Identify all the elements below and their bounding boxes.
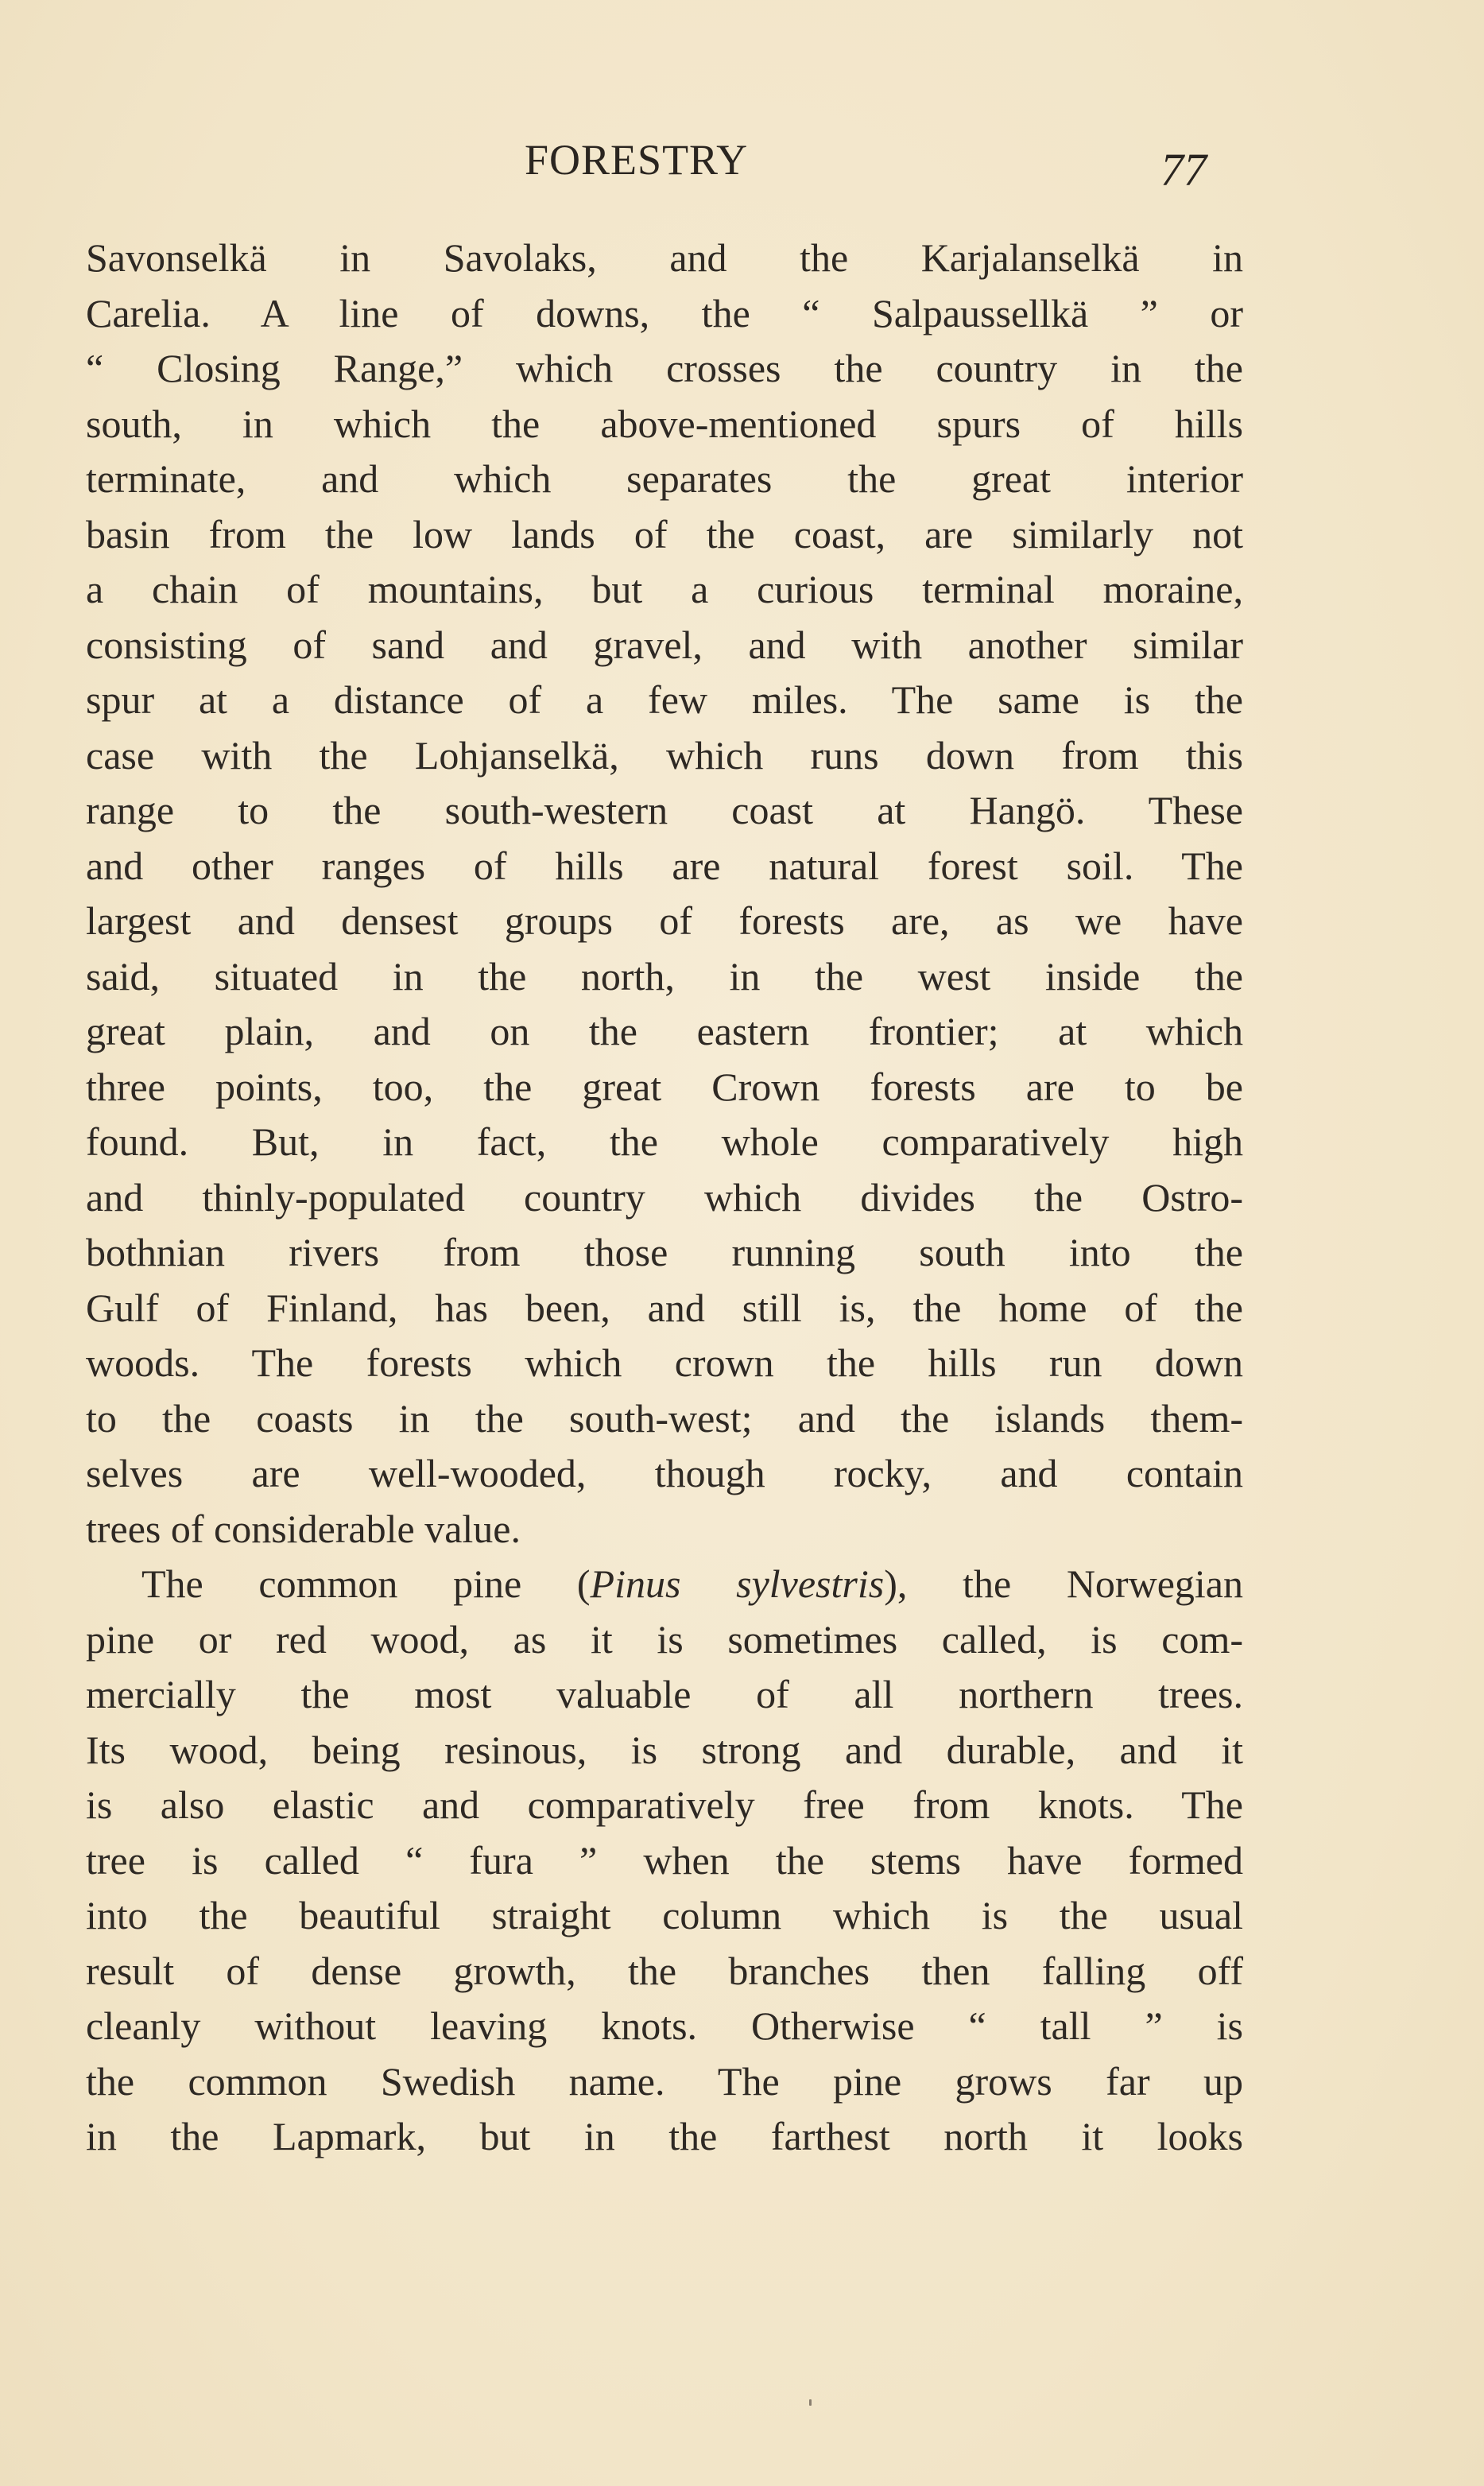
text-line: found. But, in fact, the whole comparatively high — [86, 1119, 1243, 1164]
text-line: the common Swedish name. The pine grows far up — [86, 2058, 1243, 2104]
text-line: Savonselkä in Savolaks, and the Karjalanselkä in — [86, 235, 1243, 280]
text-line: a chain of mountains, but a curious terminal moraine, — [86, 567, 1243, 611]
italic-species-name: Pinus sylvestris — [590, 1561, 885, 1606]
text-line: range to the south-western coast at Hangö. These — [86, 788, 1243, 832]
text-line: selves are well-wooded, though rocky, and contain — [86, 1451, 1243, 1495]
text-line: Carelia. A line of downs, the “ Salpaussellkä ” or — [86, 290, 1243, 335]
text-line: tree is called “ fura ” when the stems have formed — [86, 1837, 1243, 1883]
text-line: south, in which the above-mentioned spurs of hills — [86, 401, 1243, 446]
text-line: Gulf of Finland, has been, and still is, the home of the — [86, 1285, 1243, 1330]
text-line: and thinly-populated country which divides the Ostro- — [86, 1174, 1243, 1220]
text-line: spur at a distance of a few miles. The same is the — [86, 677, 1243, 722]
running-title: FORESTRY — [525, 136, 749, 184]
text-line: result of dense growth, the branches then falling off — [86, 1948, 1243, 1993]
page-number: 77 — [1160, 144, 1207, 196]
text-line: mercially the most valuable of all northern trees. — [86, 1672, 1243, 1716]
text-line: bothnian rivers from those running south into the — [86, 1230, 1243, 1274]
text-line: trees of considerable value. — [86, 1506, 521, 1551]
text-line: is also elastic and comparatively free from knots. The — [86, 1782, 1243, 1827]
body-text — [86, 231, 1243, 2165]
text-line: woods. The forests which crown the hills run down — [86, 1340, 1243, 1385]
text-line: “ Closing Range,” which crosses the country in the — [86, 346, 1243, 390]
text-line: in the Lapmark, but in the farthest north it looks — [86, 2114, 1243, 2158]
text-line: to the coasts in the south-west; and the islands them- — [86, 1395, 1243, 1441]
text-line: cleanly without leaving knots. Otherwise “ tall ” is — [86, 2003, 1243, 2048]
text-line: and other ranges of hills are natural forest soil. The — [86, 843, 1243, 888]
text-line: Its wood, being resinous, is strong and durable, and it — [86, 1727, 1243, 1772]
text-line: basin from the low lands of the coast, are similarly not — [86, 511, 1243, 557]
text-line: into the beautiful straight column which is the usual — [86, 1893, 1243, 1937]
text-line: said, situated in the north, in the west inside the — [86, 953, 1243, 999]
text-line: consisting of sand and gravel, and with another similar — [86, 622, 1243, 667]
text-line: terminate, and which separates the great interior — [86, 456, 1243, 501]
paragraph — [86, 1557, 1243, 2165]
text-run: ), the Norwegian — [884, 1561, 1243, 1606]
paragraph — [86, 231, 1243, 1557]
running-head — [0, 135, 1484, 199]
text-run: The common pine ( — [141, 1561, 591, 1606]
paper-speck — [809, 2399, 812, 2406]
text-line: three points, too, the great Crown forests are to be — [86, 1064, 1243, 1109]
text-line: great plain, and on the eastern frontier; at which — [86, 1009, 1243, 1053]
text-line: pine or red wood, as it is sometimes called, is com- — [86, 1616, 1243, 1662]
text-line: case with the Lohjanselkä, which runs down from this — [86, 732, 1243, 778]
text-line: largest and densest groups of forests are, as we have — [86, 898, 1243, 943]
text-line — [86, 1557, 1243, 1612]
